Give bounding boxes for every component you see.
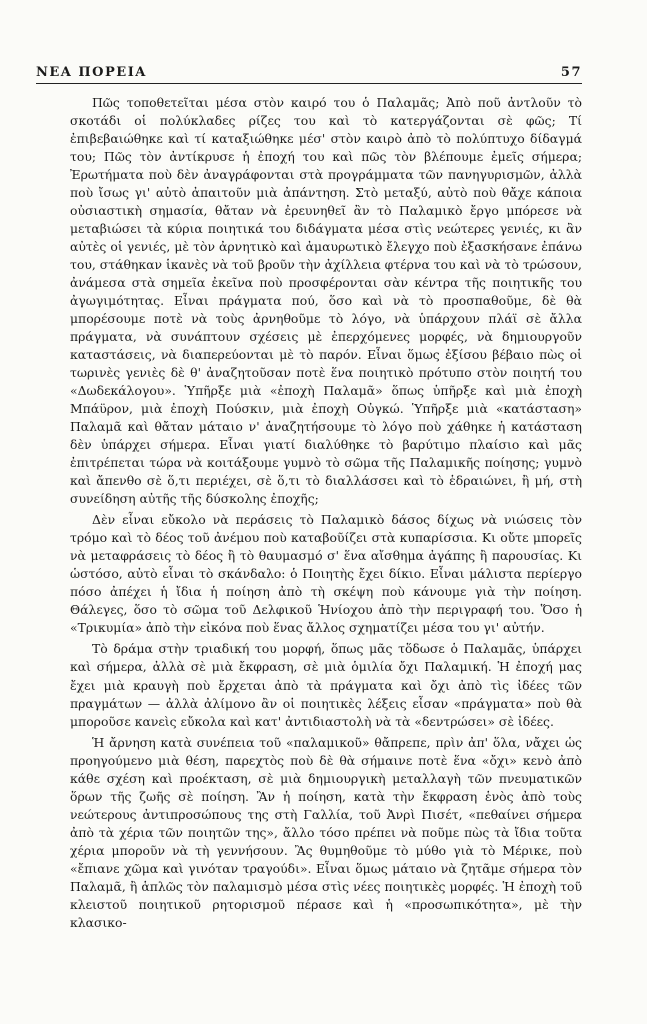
paragraph: Πῶς τοποθετεῖται μέσα στὸν καιρό του ὁ Παλαμᾶς; Ἀπὸ ποῦ ἀντλοῦν τὸ σκοτάδι οἱ πολύκλαδες ρίζες του καὶ τὸ κατεργάζονται σὲ φῶς; Τί ἐπιβεβαιώθηκε καὶ τί καταξιώθηκε μέσ' στὸν καιρὸ ἀπὸ τὸ πολύπτυχο δίδαγμά του; Πῶς τὸν ἀντίκρυσε ἡ ἐποχή του καὶ πῶς τὸν βλέπουμε ἐμεῖς σήμερα; Ἐρωτήματα ποὺ δὲν ἀναγράφονται στὰ προγράμματα τῶν πανηγυρισμῶν, ἀλλὰ ποὺ ἴσως γι' αὐτὸ ἀπαιτοῦν μιὰ ἀπάντηση. Στὸ μεταξύ, αὐτὸ ποὺ θἄχε κάποια οὐσιαστικὴ σημασία, θἄταν νὰ ἐρευνηθεῖ ἂν τὸ Παλαμικὸ ἔργο μπόρεσε νὰ μεταβιώσει τὰ κύρια ποιητικά του διδάγματα μέσα στὶς νεώτερες γενιές, κι ἂν αὐτὲς οἱ γενιές, μὲ τὸν ἀρνητικὸ καὶ ἀμαυρωτικὸ ἔλεγχο ποὺ ἐξασκήσανε ἐπάνω του, στάθηκαν ἱκανὲς νὰ τοῦ βροῦν τὴν ἀχίλλεια φτέρνα του καὶ νὰ τὸ τρώσουν, ἀνάμεσα στὰ σημεῖα ἐκεῖνα ποὺ προσφέρονται σὰν κέντρα τῆς ποιητικῆς του ἀγωγιμότητας. Εἶναι πράγματα πού, ὅσο καὶ νὰ τὸ προσπαθοῦμε, δὲ θὰ μπορέσουμε ποτὲ νὰ τοὺς ἀρνηθοῦμε τὸ λόγο, νὰ ὑπάρχουν πλάϊ σὲ ἄλλα πράγματα, νὰ συνάπτουν σχέσεις μὲ ἐπερχόμενες μορφές, νὰ δημιουργοῦν καταστάσεις, νὰ διαπερεύονται μὲ τὸ παρόν. Εἶναι ὅμως ἐξίσου βέβαιο πὼς οἱ τωρινὲς γενιὲς δὲ θ' ἀναζητοῦσαν ποτὲ ἕνα ποιητικὸ πρότυπο στὸν ποιητή του «Δωδεκάλογου». Ὑπῆρξε μιὰ «ἐποχὴ Παλαμᾶ» ὅπως ὑπῆρξε καὶ μιὰ ἐποχὴ Μπάϋρον, μιὰ ἐποχὴ Πούσκιν, μιὰ ἐποχὴ Οὐγκώ. Ὑπῆρξε μιὰ «κατάσταση» Παλαμᾶ καὶ θἄταν μάταιο ν' ἀναζητήσουμε τὸ λόγο ποὺ χάθηκε ἡ κατάσταση δὲν ὑπάρχει σήμερα. Εἶναι γιατί διαλύθηκε τὸ βαρύτιμο πλαίσιο καὶ μᾶς ἐπιτρέπεται τώρα νὰ κοιτάξουμε γυμνὸ τὸ σῶμα τῆς Παλαμικῆς ποίησης; γυμνὸ καὶ ἄπενθο σὲ ὅ,τι περιέχει, σὲ ὅ,τι τὸ διαλλάσσει καὶ τὸ ἑδραιώνει, ἢ μή, στὴ συνείδηση αὐτῆς τῆς δύσκολης ἐποχῆς; <box>70 95 582 507</box>
running-header <box>36 60 582 80</box>
page-number: 57 <box>560 65 582 80</box>
paragraph: Τὸ δράμα στὴν τριαδική του μορφή, ὅπως μᾶς τὅδωσε ὁ Παλαμᾶς, ὑπάρχει καὶ σήμερα, ἀλλὰ σὲ μιὰ ἔκφραση, σὲ μιὰ ὁμιλία ὄχι Παλαμική. Ἡ ἐποχή μας ἔχει μιὰ κραυγὴ ποὺ ἔρχεται ἀπὸ τὰ πράγματα καὶ ὄχι ἀπὸ τὶς ἰδέες τῶν πραγμάτων — ἀλλὰ ἀλίμονο ἂν οἱ ποιητικὲς λέξεις εἶσαν «πράγματα» ποὺ θὰ μποροῦσε κανεὶς εὔκολα καὶ κατ' ἀντιδιαστολὴ νὰ τὰ «δεντρώσει» σὲ ἰδέες. <box>70 641 582 729</box>
header-rule <box>36 83 582 84</box>
paragraph: Δὲν εἶναι εὔκολο νὰ περάσεις τὸ Παλαμικὸ δάσος δίχως νὰ νιώσεις τὸν τρόμο καὶ τὸ δέος τοῦ ἀνέμου ποὺ καταβοῦίζει στὰ κυπαρίσσια. Κι οὔτε μπορεῖς νὰ μεταφράσεις τὸ δέος ἢ τὸ θαυμασμό σ' ἕνα αἴσθημα ἀγάπης ἢ παρουσίας. Κι ὡστόσο, αὐτὸ εἶναι τὸ σκάνδαλο: ὁ Ποιητὴς ἔχει δίκιο. Εἶναι μάλιστα περίεργο πόσο ἀπέχει ἡ ἴδια ἡ ποίηση ἀπὸ τὴ σκέψη ποὺ κάνουμε γιὰ τὴν ποίηση. Θάλεγες, ὅσο τὸ σῶμα τοῦ Δελφικοῦ Ἡνίοχου ἀπὸ τὴν περιγραφή του. Ὅσο ἡ «Τρικυμία» ἀπὸ τὴν εἰκόνα ποὺ ἕνας ἄλλος σχηματίζει μέσα του γι' αὐτήν. <box>70 512 582 636</box>
journal-title: ΝΕΑ ΠΟΡΕΙΑ <box>36 65 147 80</box>
paragraph: Ἡ ἄρνηση κατὰ συνέπεια τοῦ «παλαμικοῦ» θἄπρεπε, πρὶν ἀπ' ὅλα, νἄχει ὡς προηγούμενο μιὰ θέση, παρεχτὸς ποὺ δὲ θὰ σήμαινε ποτὲ ἕνα «ὄχι» κενὸ ἀπὸ κάθε σχέση καὶ προέκταση, σὲ μιὰ δημιουργικὴ μεταλλαγὴ τῶν πνευματικῶν ὅρων τῆς ζωῆς σὲ ποίηση. Ἂν ἡ ποίηση, κατὰ τὴν ἔκφραση ἑνὸς ἀπὸ τοὺς νεώτερους ἀντιπροσώπους της στὴ Γαλλία, τοῦ Ἀνρὶ Πισέτ, «πεθαίνει σήμερα ἀπὸ τὰ χέρια τῶν ποιητῶν της», ἄλλο τόσο πρέπει νὰ ποῦμε πὼς τὰ ἴδια τοῦτα χέρια μποροῦν νὰ τὴ γεννήσουν. Ἂς θυμηθοῦμε τὸ μύθο γιὰ τὸ Μέρικε, ποὺ «ἔπιανε χῶμα καὶ γινόταν τραγούδι». Εἶναι ὅμως μάταιο νὰ ζητᾶμε σήμερα τὸν Παλαμᾶ, ἢ ἁπλῶς τὸν παλαμισμὸ μέσα στὶς νέες ποιητικὲς μορφές. Ἡ ἐποχὴ τοῦ κλειστοῦ ποιητικοῦ ρητορισμοῦ πέρασε καὶ ἡ «προσωπικότητα», μὲ τὴν κλασικο- <box>70 734 582 930</box>
article-body <box>70 94 582 932</box>
